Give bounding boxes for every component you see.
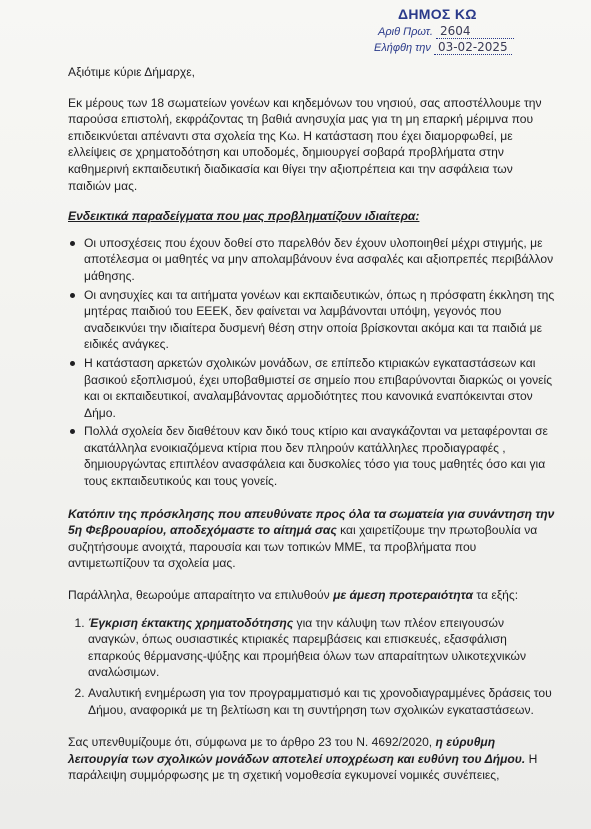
stamp-protocol-number: 2604 <box>439 24 471 38</box>
intro-paragraph: Εκ μέρους των 18 σωματείων γονέων και κηδεμόνων του νησιού, σας αποστέλλουμε την παρούσα επιστολή, εκφράζοντας τη βαθιά ανησυχία μας για τη μη επαρκή μέριμνα που επιδεικνύεται απέναντι στα σχολεία της Κω. Η κατάσταση που έχει διαμορφωθεί, με ελλείψεις σε χρηματοδότηση και υποδομές, δημιουργεί σοβαρά προβλήματα στην καθημερινή εκπαιδευτική διαδικασία και θίγει την αξιοπρέπεια και την ασφάλεια των παιδιών μας. <box>68 95 542 193</box>
salutation: Αξιότιμε κύριε Δήμαρχε, <box>68 65 195 79</box>
list-item: Η κατάσταση αρκετών σχολικών μονάδων, σε επίπεδο κτιριακών εγκαταστάσεων και βασικού εξοπλισμού, έχει υποβαθμιστεί σε σημείο που επιβαρύνονται διαρκώς οι γονείς και οι εκπαιδευτικοί, αναλαμβάνοντας αρμοδιότητες που κανονικά εναπόκεινται στον Δήμο. <box>84 355 558 421</box>
reminder-start: Σας υπενθυμίζουμε ότι, σύμφωνα με το άρθρο 23 του Ν. 4692/2020, <box>68 735 436 750</box>
municipality-stamp <box>0 4 591 54</box>
examples-list <box>68 235 558 490</box>
priority-bold: Έγκριση έκτακτης χρηματοδότησης <box>88 615 294 630</box>
examples-heading: Ενδεικτικά παραδείγματα που μας προβληματίζουν ιδιαίτερα: <box>68 209 420 224</box>
list-item: Οι ανησυχίες και τα αιτήματα γονέων και εκπαιδευτικών, όπως η πρόσφατη έκκληση της μητέρας παιδιού του ΕΕΕΚ, δεν φαίνεται να λαμβάνονται υπόψη, γεγονός που αναδεικνύει την ιδιαίτερα δυσμενή θέση στην οποία βρίσκονται ακόμα και τα παιδιά με ειδικές ανάγκες. <box>84 287 558 353</box>
stamp-received-date: 03-02-2025 <box>437 40 508 54</box>
reminder-paragraph <box>68 734 558 784</box>
priority-text: για την κάλυψη των πλέον επειγουσών αναγκών, όπως ουσιαστικές κτιριακές παρεμβάσεις και επισκευές, εξασφάλιση επαρκούς θέρμανσης-ψύξης και προμήθεια όλων των απαραίτητων υλικοτεχνικών αναλώσιμων. <box>88 615 526 680</box>
letter-body <box>68 58 558 784</box>
stamp-title: ΔΗΜΟΣ ΚΩ <box>398 6 477 22</box>
stamp-protocol-label: Αριθ Πρωτ. <box>378 26 433 38</box>
reminder-bold: η εύρυθμη λειτουργία των σχολικών μονάδων αποτελεί υποχρέωση και ευθύνη του Δήμου. <box>68 735 526 766</box>
stamp-protocol-row <box>378 24 514 39</box>
list-item <box>88 615 558 681</box>
meeting-text: και χαιρετίζουμε την πρωτοβουλία να συζητήσουμε ανοιχτά, παρουσία και των τοπικών ΜΜΕ, τα προβλήματα που αντιμετωπίζουν τα σχολεία μας. <box>68 523 538 571</box>
reminder-cont: Η παράλειψη συμμόρφωσης με τη σχετική νομοθεσία εγκυμονεί νομικές συνέπειες, <box>68 751 538 783</box>
priorities-intro-end: τα εξής: <box>473 588 519 603</box>
meeting-bold-text: Κατόπιν της πρόσκλησης που απευθύνατε προς όλα τα σωματεία για συνάντηση την 5η Φεβρουαρίου, αποδεχόμαστε το αίτημά σας <box>68 506 555 538</box>
priorities-intro <box>68 587 558 604</box>
list-item <box>88 685 558 718</box>
stamp-received-row <box>374 40 512 55</box>
list-item: Πολλά σχολεία δεν διαθέτουν καν δικό τους κτίριο και αναγκάζονται να μεταφέρονται σε ακατάλληλα ενοικιαζόμενα κτίρια που δεν πληρούν κατάλληλες προδιαγραφές , δημιουργώντας επιπλέον ανασφάλεια και δυσκολίες τόσο για τους μαθητές όσο και για τους εκπαιδευτικούς και τους γονείς. <box>84 423 558 489</box>
priority-text: Αναλυτική ενημέρωση για τον προγραμματισμό και τις χρονοδιαγραμμένες δράσεις του Δήμου, αναφορικά με τη βελτίωση και τη συντήρηση των σχολικών εγκαταστάσεων. <box>88 686 552 717</box>
list-item: Οι υποσχέσεις που έχουν δοθεί στο παρελθόν δεν έχουν υλοποιηθεί μέχρι στιγμής, με αποτέλεσμα οι μαθητές να μην απολαμβάνουν ένα ασφαλές και αξιοπρεπές περιβάλλον μάθησης. <box>84 235 558 285</box>
meeting-paragraph <box>68 506 558 572</box>
priorities-intro-start: Παράλληλα, θεωρούμε απαραίτητο να επιλυθούν <box>68 588 334 603</box>
priorities-intro-bold: με άμεση προτεραιότητα <box>333 588 474 603</box>
priorities-list <box>68 615 558 719</box>
stamp-received-label: Ελήφθη την <box>374 42 431 54</box>
